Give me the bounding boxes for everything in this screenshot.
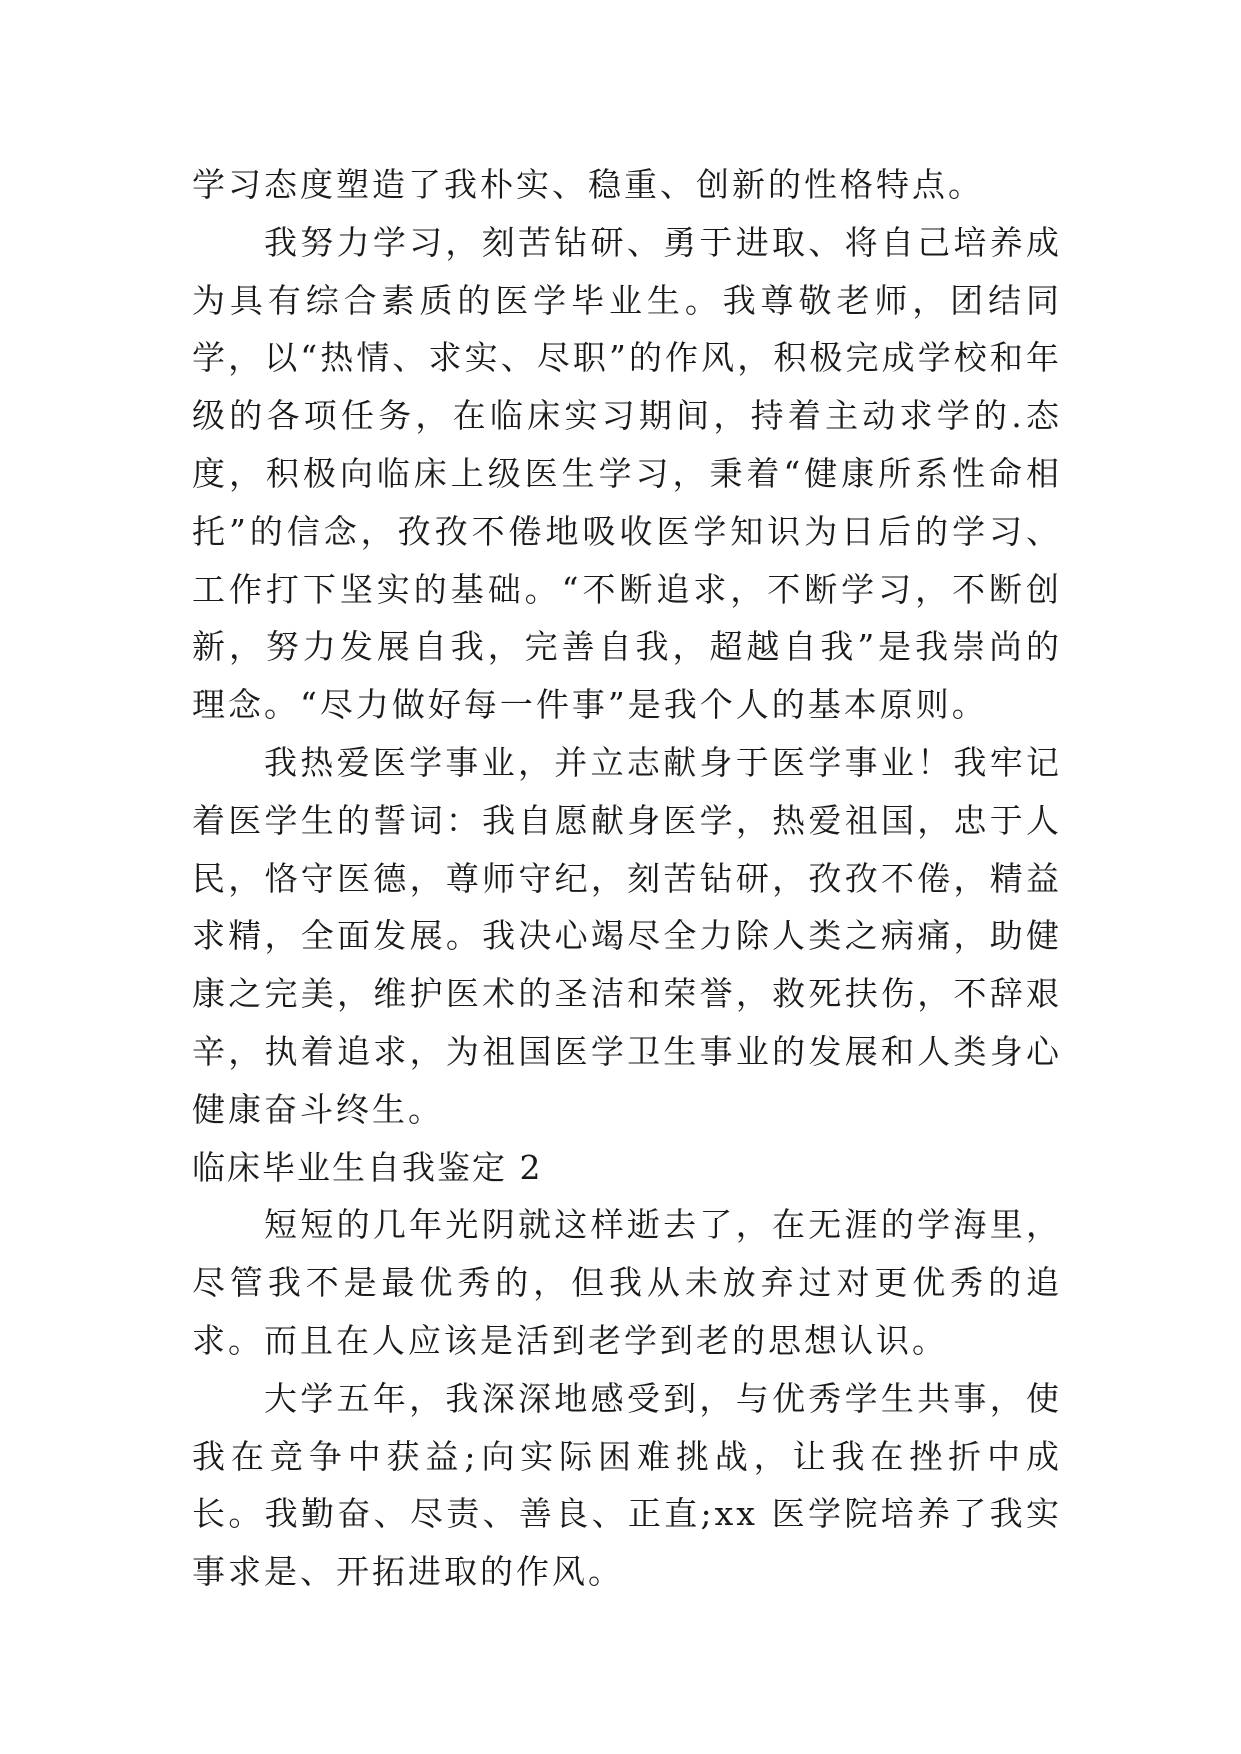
paragraph-five-years: 大学五年，我深深地感受到，与优秀学生共事，使我在竞争中获益;向实际困难挑战，让我在挫折中成长。我勤奋、尽责、善良、正直;xx 医学院培养了我实事求是、开拓进取的作风。 — [192, 1378, 1062, 1592]
paragraph-study-attitude: 我努力学习，刻苦钻研、勇于进取、将自己培养成为具有综合素质的医学毕业生。我尊敬老师，团结同学，以“热情、求实、尽职”的作风，积极完成学校和年级的各项任务，在临床实习期间，持着主动求学的.态度，积极向临床上级医生学习，秉着“健康所系性命相托”的信念，孜孜不倦地吸收医学知识为日后的学习、工作打下坚实的基础。“不断追求，不断学习，不断创新，努力发展自我，完善自我，超越自我”是我崇尚的理念。“尽力做好每一件事”是我个人的基本原则。 — [192, 222, 1062, 725]
section-heading: 临床毕业生自我鉴定 2 — [192, 1147, 543, 1187]
paragraph-character-traits: 学习态度塑造了我朴实、稳重、创新的性格特点。 — [192, 165, 984, 204]
document-body — [192, 156, 1062, 1601]
paragraph-medical-oath: 我热爱医学事业，并立志献身于医学事业！我牢记着医学生的誓词：我自愿献身医学，热爱祖国，忠于人民，恪守医德，尊师守纪，刻苦钻研，孜孜不倦，精益求精，全面发展。我决心竭尽全力除人类之病痛，助健康之完美，维护医术的圣洁和荣誉，救死扶伤，不辞艰辛，执着追求，为祖国医学卫生事业的发展和人类身心健康奋斗终生。 — [192, 742, 1062, 1129]
paragraph-years-passed: 短短的几年光阴就这样逝去了，在无涯的学海里，尽管我不是最优秀的，但我从未放弃过对更优秀的追求。而且在人应该是活到老学到老的思想认识。 — [192, 1205, 1062, 1360]
